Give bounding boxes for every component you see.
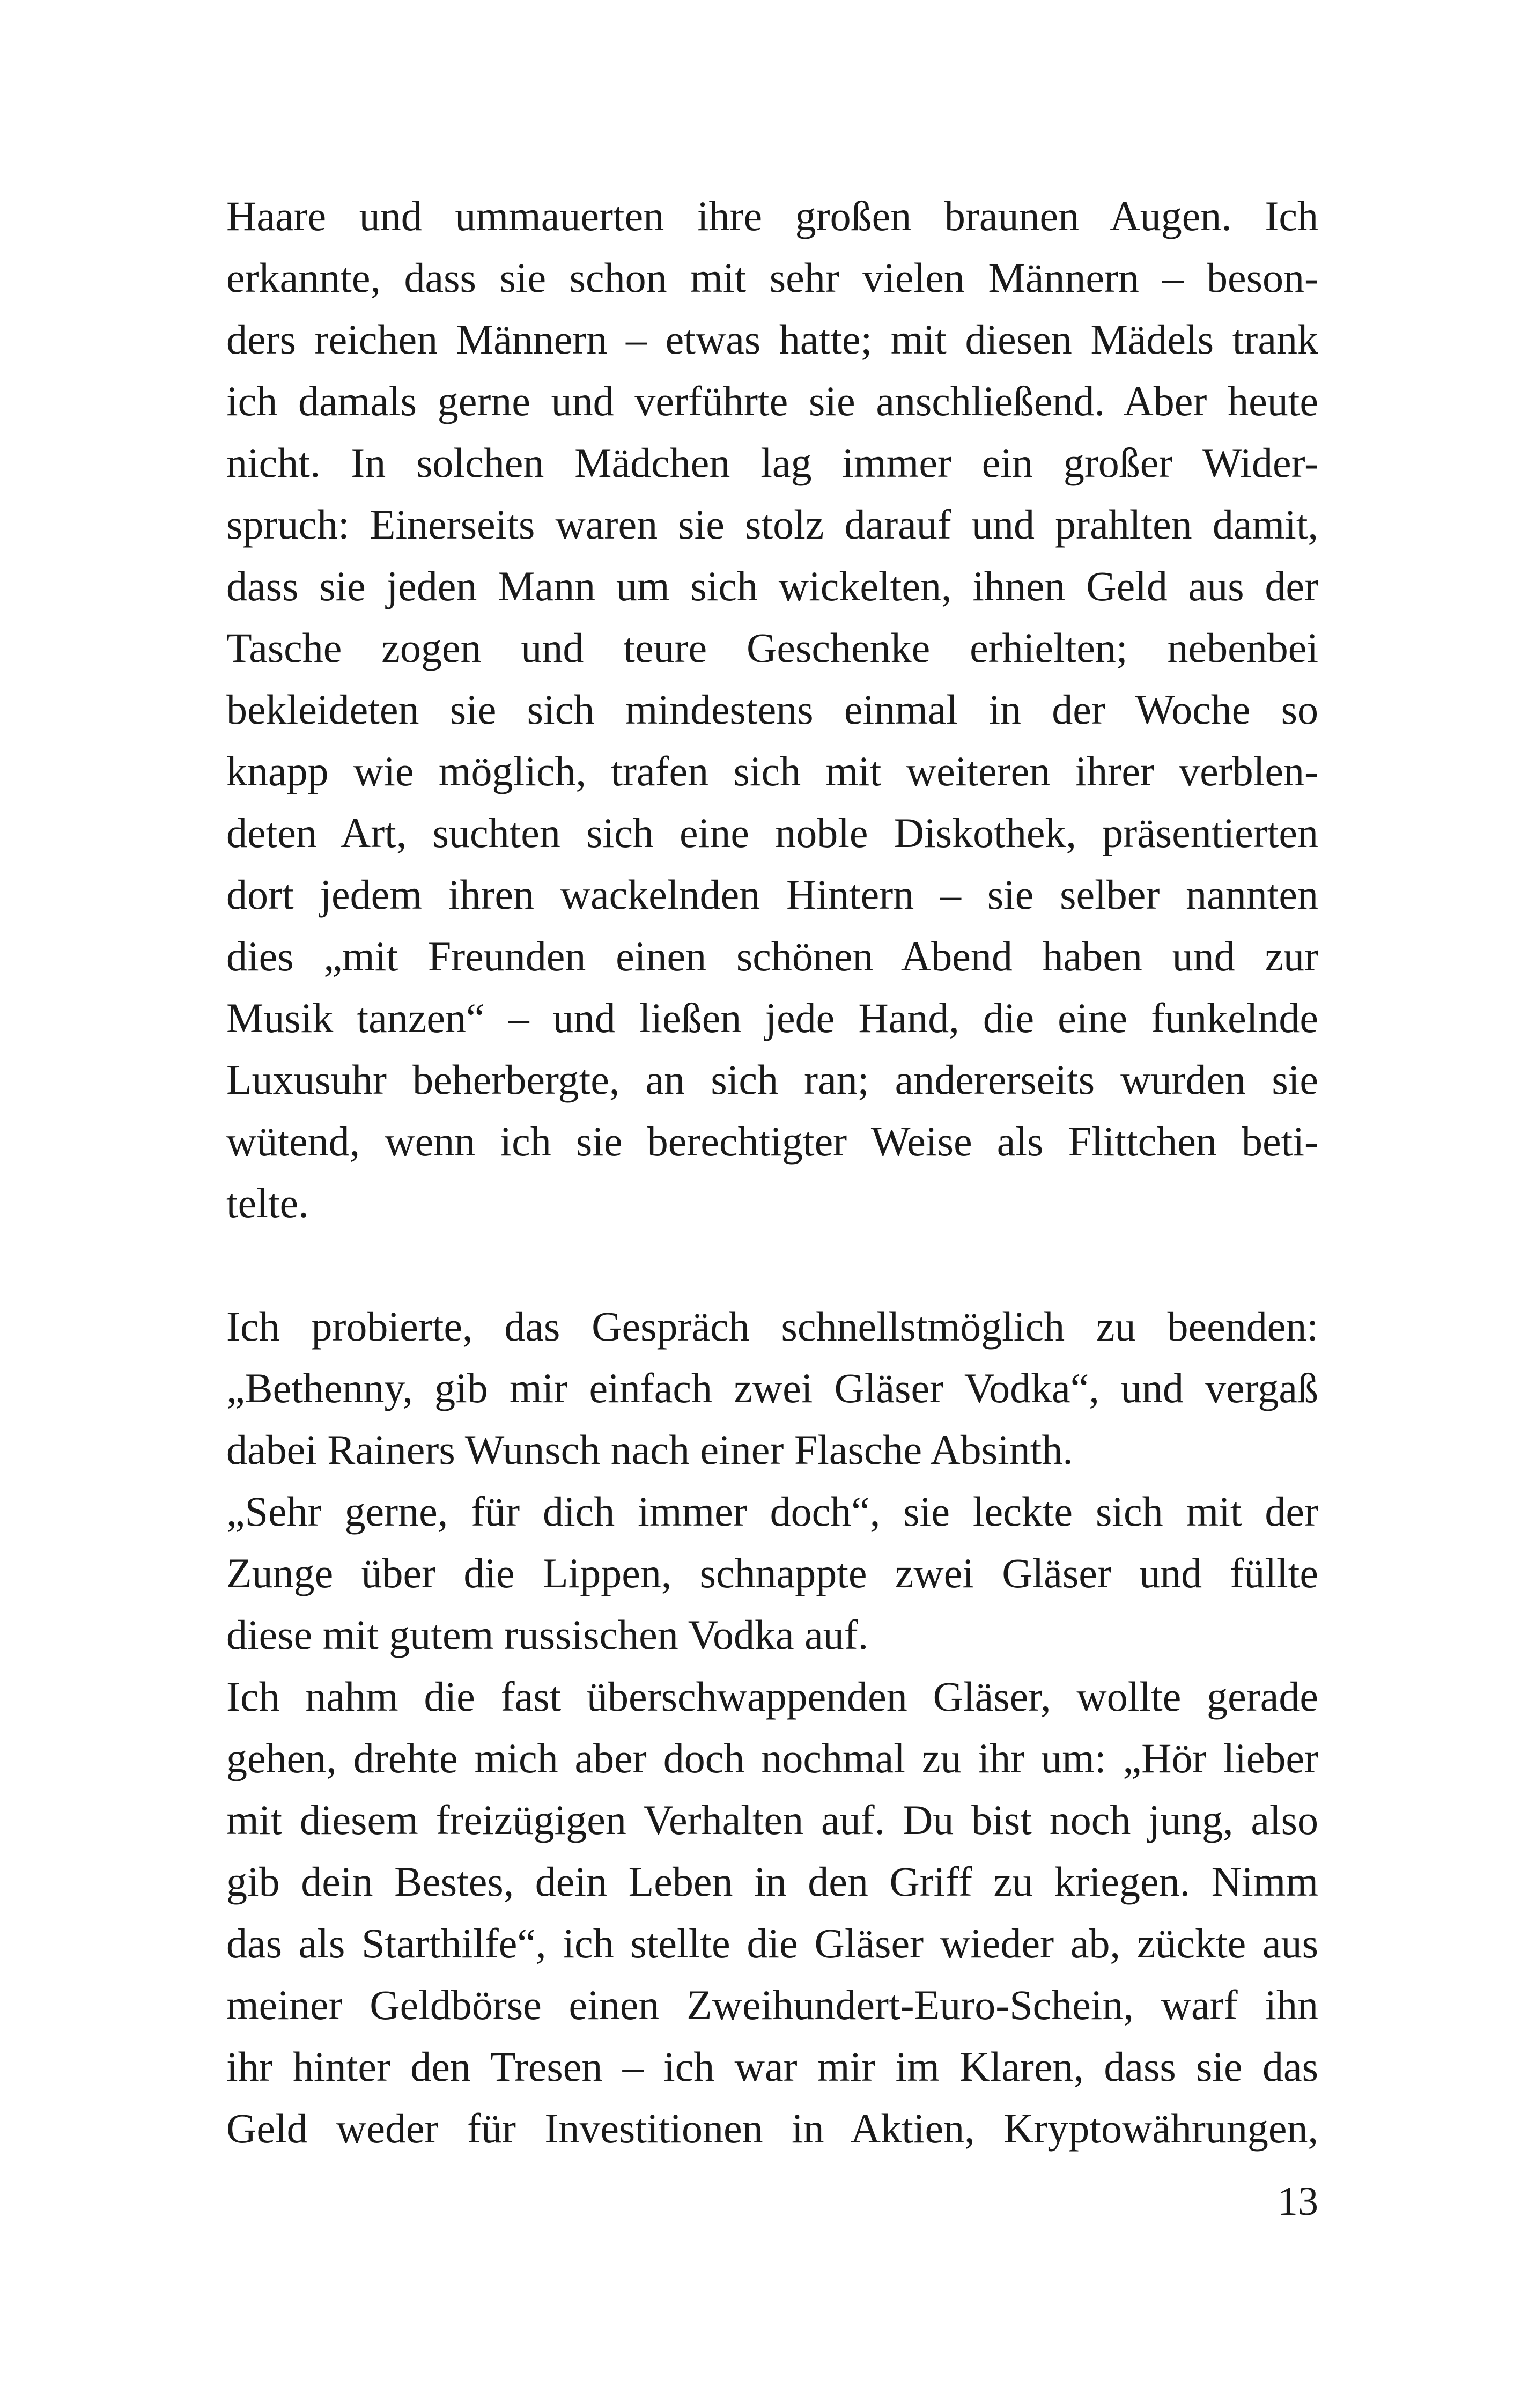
text-line: meiner Geldbörse einen Zweihundert-Euro-Schein, warf ihn: [226, 1982, 1318, 2028]
text-line: dort jedem ihren wackelnden Hintern – sie selber nannten: [226, 871, 1318, 918]
text-line: ihr hinter den Tresen – ich war mir im Klaren, dass sie das: [226, 2043, 1318, 2090]
text-line: dies „mit Freunden einen schönen Abend haben und zur: [226, 933, 1318, 980]
paragraph-1: [226, 185, 1318, 1234]
text-line: diese mit gutem russischen Vodka auf.: [226, 1611, 869, 1658]
text-line: dabei Rainers Wunsch nach einer Flasche Absinth.: [226, 1426, 1073, 1473]
text-line: Zunge über die Lippen, schnappte zwei Gläser und füllte: [226, 1550, 1318, 1596]
paragraph-gap: [226, 1234, 1318, 1295]
text-line: nicht. In solchen Mädchen lag immer ein großer Wider-: [226, 439, 1318, 486]
paragraph-4: [226, 1666, 1318, 2159]
text-line: Haare und ummauerten ihre großen braunen Augen. Ich: [226, 193, 1318, 239]
text-line: Musik tanzen“ – und ließen jede Hand, die eine funkelnde: [226, 995, 1318, 1041]
text-line: deten Art, suchten sich eine noble Diskothek, präsentierten: [226, 809, 1318, 856]
text-line: Tasche zogen und teure Geschenke erhielten; nebenbei: [226, 624, 1318, 671]
text-line: Ich probierte, das Gespräch schnellstmöglich zu beenden:: [226, 1303, 1318, 1350]
text-line: Luxusuhr beherbergte, an sich ran; andererseits wurden sie: [226, 1056, 1318, 1103]
text-line: bekleideten sie sich mindestens einmal in der Woche so: [226, 686, 1318, 733]
text-line: Ich nahm die fast überschwappenden Gläser, wollte gerade: [226, 1673, 1318, 1720]
text-line: ich damals gerne und verführte sie anschließend. Aber heute: [226, 378, 1318, 424]
text-line: knapp wie möglich, trafen sich mit weiteren ihrer verblen-: [226, 748, 1318, 794]
text-line: das als Starthilfe“, ich stellte die Gläser wieder ab, zückte aus: [226, 1920, 1318, 1967]
text-line: telte.: [226, 1180, 309, 1226]
text-line: gib dein Bestes, dein Leben in den Griff zu kriegen. Nimm: [226, 1858, 1318, 1905]
body-text: [226, 185, 1318, 2159]
page-number: 13: [1278, 2179, 1318, 2224]
text-line: „Sehr gerne, für dich immer doch“, sie leckte sich mit der: [226, 1488, 1318, 1535]
paragraph-2: [226, 1295, 1318, 1481]
text-line: gehen, drehte mich aber doch nochmal zu ihr um: „Hör lieber: [226, 1735, 1318, 1781]
text-line: mit diesem freizügigen Verhalten auf. Du bist noch jung, also: [226, 1796, 1318, 1843]
text-line: „Bethenny, gib mir einfach zwei Gläser Vodka“, und vergaß: [226, 1365, 1318, 1411]
text-line: ders reichen Männern – etwas hatte; mit diesen Mädels trank: [226, 316, 1318, 363]
text-line: dass sie jeden Mann um sich wickelten, ihnen Geld aus der: [226, 563, 1318, 609]
text-line: erkannte, dass sie schon mit sehr vielen Männern – beson-: [226, 254, 1318, 301]
paragraph-3: [226, 1481, 1318, 1666]
text-line: spruch: Einerseits waren sie stolz darauf und prahlten damit,: [226, 501, 1318, 548]
text-line: wütend, wenn ich sie berechtigter Weise als Flittchen beti-: [226, 1118, 1318, 1165]
text-line: Geld weder für Investitionen in Aktien, Kryptowährungen,: [226, 2105, 1318, 2152]
